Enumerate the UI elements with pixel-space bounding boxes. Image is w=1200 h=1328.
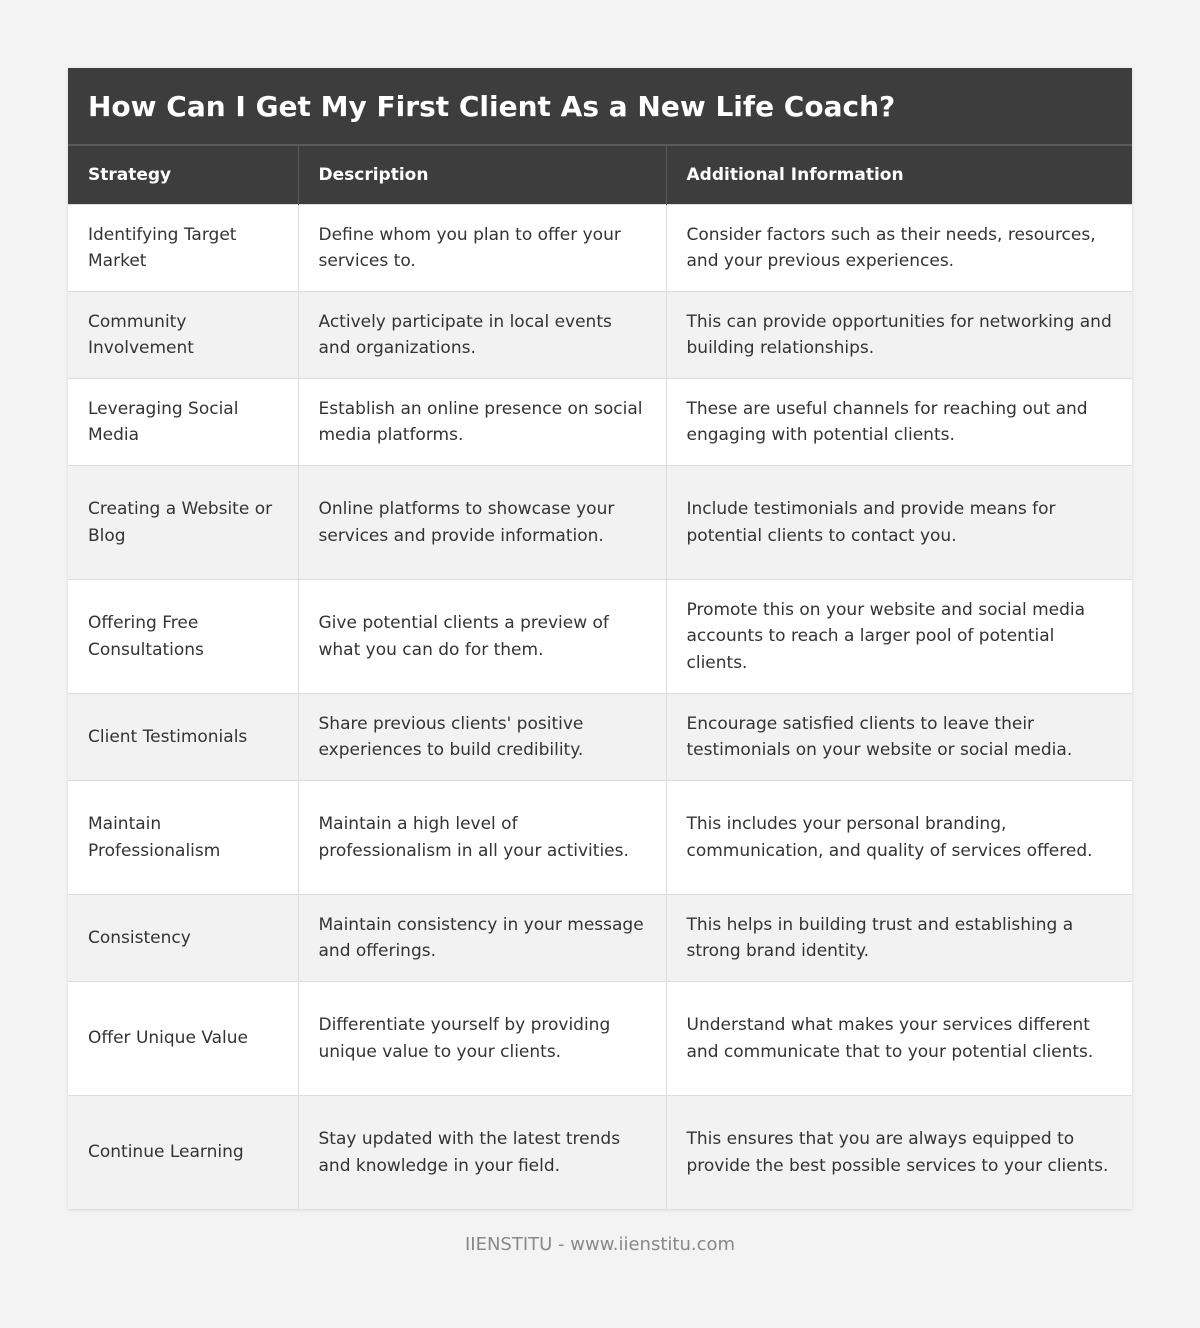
strategy-cell: Client Testimonials bbox=[68, 694, 298, 781]
table-row bbox=[68, 466, 1132, 580]
strategy-cell: Offer Unique Value bbox=[68, 982, 298, 1096]
table-row bbox=[68, 580, 1132, 694]
column-header-additional-information: Additional Information bbox=[666, 146, 1132, 205]
info-cell: This includes your personal branding, communication, and quality of services offered. bbox=[666, 781, 1132, 895]
description-cell: Establish an online presence on social media platforms. bbox=[298, 379, 666, 466]
footer-credit: IIENSTITU - www.iienstitu.com bbox=[464, 1234, 736, 1255]
table-row bbox=[68, 292, 1132, 379]
description-cell: Differentiate yourself by providing unique value to your clients. bbox=[298, 982, 666, 1096]
info-cell: Promote this on your website and social media accounts to reach a larger pool of potential clients. bbox=[666, 580, 1132, 694]
description-cell: Maintain consistency in your message and offerings. bbox=[298, 895, 666, 982]
info-cell: Encourage satisfied clients to leave their testimonials on your website or social media. bbox=[666, 694, 1132, 781]
strategy-table-card bbox=[68, 68, 1132, 1209]
strategy-cell: Consistency bbox=[68, 895, 298, 982]
info-cell: Understand what makes your services different and communicate that to your potential clients. bbox=[666, 982, 1132, 1096]
table-row bbox=[68, 1096, 1132, 1210]
description-cell: Define whom you plan to offer your services to. bbox=[298, 205, 666, 292]
description-cell: Stay updated with the latest trends and knowledge in your field. bbox=[298, 1096, 666, 1210]
strategy-table bbox=[68, 146, 1132, 1209]
description-cell: Actively participate in local events and organizations. bbox=[298, 292, 666, 379]
column-header-description: Description bbox=[298, 146, 666, 205]
strategy-cell: Offering Free Consultations bbox=[68, 580, 298, 694]
info-cell: This ensures that you are always equipped to provide the best possible services to your clients. bbox=[666, 1096, 1132, 1210]
info-cell: This can provide opportunities for networking and building relationships. bbox=[666, 292, 1132, 379]
strategy-cell: Leveraging Social Media bbox=[68, 379, 298, 466]
strategy-cell: Creating a Website or Blog bbox=[68, 466, 298, 580]
table-row bbox=[68, 694, 1132, 781]
info-cell: Consider factors such as their needs, resources, and your previous experiences. bbox=[666, 205, 1132, 292]
table-header-row bbox=[68, 146, 1132, 205]
description-cell: Give potential clients a preview of what you can do for them. bbox=[298, 580, 666, 694]
table-row bbox=[68, 379, 1132, 466]
strategy-cell: Community Involvement bbox=[68, 292, 298, 379]
table-row bbox=[68, 205, 1132, 292]
strategy-cell: Maintain Professionalism bbox=[68, 781, 298, 895]
column-header-strategy: Strategy bbox=[68, 146, 298, 205]
info-cell: This helps in building trust and establishing a strong brand identity. bbox=[666, 895, 1132, 982]
description-cell: Online platforms to showcase your services and provide information. bbox=[298, 466, 666, 580]
table-row bbox=[68, 895, 1132, 982]
description-cell: Maintain a high level of professionalism in all your activities. bbox=[298, 781, 666, 895]
strategy-cell: Continue Learning bbox=[68, 1096, 298, 1210]
strategy-cell: Identifying Target Market bbox=[68, 205, 298, 292]
page-title: How Can I Get My First Client As a New Life Coach? bbox=[88, 89, 896, 123]
table-row bbox=[68, 781, 1132, 895]
table-row bbox=[68, 982, 1132, 1096]
title-bar bbox=[68, 68, 1132, 146]
description-cell: Share previous clients' positive experiences to build credibility. bbox=[298, 694, 666, 781]
info-cell: These are useful channels for reaching out and engaging with potential clients. bbox=[666, 379, 1132, 466]
info-cell: Include testimonials and provide means for potential clients to contact you. bbox=[666, 466, 1132, 580]
